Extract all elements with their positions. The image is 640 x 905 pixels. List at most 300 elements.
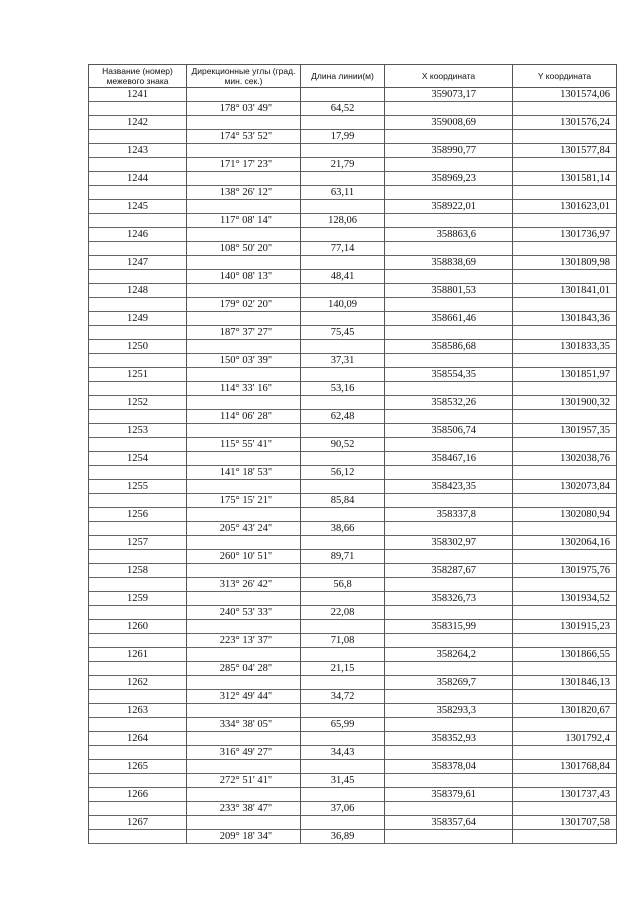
table-row-line (89, 354, 617, 368)
y-coordinate-cell: 1302064,16 (513, 536, 617, 550)
empty-cell (301, 228, 385, 242)
table-row-line (89, 634, 617, 648)
empty-cell (301, 480, 385, 494)
y-coordinate-cell: 1302038,76 (513, 452, 617, 466)
empty-cell (301, 200, 385, 214)
direction-angle-cell: 285° 04' 28" (187, 662, 301, 676)
y-coordinate-cell: 1301574,06 (513, 88, 617, 102)
empty-cell (513, 718, 617, 732)
direction-angle-cell: 205° 43' 24" (187, 522, 301, 536)
empty-cell (187, 396, 301, 410)
x-coordinate-cell: 358378,04 (385, 760, 513, 774)
table-row-line (89, 494, 617, 508)
table-row-point (89, 200, 617, 214)
x-coordinate-cell: 358586,68 (385, 340, 513, 354)
table-row-line (89, 186, 617, 200)
empty-cell (89, 494, 187, 508)
x-coordinate-cell: 358357,64 (385, 816, 513, 830)
empty-cell (513, 662, 617, 676)
empty-cell (89, 746, 187, 760)
empty-cell (385, 158, 513, 172)
table-row-point (89, 704, 617, 718)
table-row-line (89, 522, 617, 536)
point-name-cell: 1241 (89, 88, 187, 102)
y-coordinate-cell: 1301792,4 (513, 732, 617, 746)
empty-cell (385, 130, 513, 144)
empty-cell (301, 424, 385, 438)
line-length-cell: 65,99 (301, 718, 385, 732)
line-length-cell: 75,45 (301, 326, 385, 340)
table-row-point (89, 144, 617, 158)
empty-cell (385, 214, 513, 228)
empty-cell (89, 522, 187, 536)
line-length-cell: 85,84 (301, 494, 385, 508)
empty-cell (385, 830, 513, 844)
x-coordinate-cell: 358532,26 (385, 396, 513, 410)
table-row-point (89, 592, 617, 606)
y-coordinate-cell: 1301737,43 (513, 788, 617, 802)
point-name-cell: 1243 (89, 144, 187, 158)
point-name-cell: 1242 (89, 116, 187, 130)
table-row-line (89, 662, 617, 676)
empty-cell (513, 746, 617, 760)
empty-cell (301, 508, 385, 522)
empty-cell (187, 676, 301, 690)
table-row-line (89, 438, 617, 452)
empty-cell (187, 732, 301, 746)
empty-cell (301, 396, 385, 410)
empty-cell (513, 270, 617, 284)
empty-cell (385, 298, 513, 312)
empty-cell (513, 298, 617, 312)
point-name-cell: 1258 (89, 564, 187, 578)
empty-cell (513, 130, 617, 144)
empty-cell (89, 102, 187, 116)
empty-cell (301, 284, 385, 298)
empty-cell (89, 270, 187, 284)
x-coordinate-cell: 358990,77 (385, 144, 513, 158)
direction-angle-cell: 114° 33' 16" (187, 382, 301, 396)
empty-cell (385, 466, 513, 480)
empty-cell (301, 452, 385, 466)
direction-angle-cell: 334° 38' 05" (187, 718, 301, 732)
direction-angle-cell: 240° 53' 33" (187, 606, 301, 620)
empty-cell (89, 802, 187, 816)
empty-cell (385, 410, 513, 424)
table-row-point (89, 312, 617, 326)
table-row-point (89, 452, 617, 466)
x-coordinate-cell: 358287,67 (385, 564, 513, 578)
y-coordinate-cell: 1301768,84 (513, 760, 617, 774)
empty-cell (385, 438, 513, 452)
empty-cell (301, 256, 385, 270)
empty-cell (513, 326, 617, 340)
point-name-cell: 1261 (89, 648, 187, 662)
empty-cell (513, 830, 617, 844)
point-name-cell: 1246 (89, 228, 187, 242)
direction-angle-cell: 115° 55' 41" (187, 438, 301, 452)
empty-cell (89, 578, 187, 592)
direction-angle-cell: 187° 37' 27" (187, 326, 301, 340)
empty-cell (187, 452, 301, 466)
empty-cell (187, 340, 301, 354)
empty-cell (187, 228, 301, 242)
line-length-cell: 64,52 (301, 102, 385, 116)
y-coordinate-cell: 1301833,35 (513, 340, 617, 354)
line-length-cell: 90,52 (301, 438, 385, 452)
direction-angle-cell: 140° 08' 13" (187, 270, 301, 284)
direction-angle-cell: 233° 38' 47" (187, 802, 301, 816)
empty-cell (89, 830, 187, 844)
table-row-point (89, 760, 617, 774)
empty-cell (513, 606, 617, 620)
point-name-cell: 1253 (89, 424, 187, 438)
empty-cell (187, 564, 301, 578)
line-length-cell: 89,71 (301, 550, 385, 564)
direction-angle-cell: 312° 49' 44" (187, 690, 301, 704)
empty-cell (513, 466, 617, 480)
header-row (89, 65, 617, 88)
x-coordinate-cell: 358302,97 (385, 536, 513, 550)
empty-cell (301, 116, 385, 130)
line-length-cell: 56,12 (301, 466, 385, 480)
empty-cell (301, 340, 385, 354)
line-length-cell: 34,72 (301, 690, 385, 704)
x-coordinate-cell: 358326,73 (385, 592, 513, 606)
y-coordinate-cell: 1302073,84 (513, 480, 617, 494)
empty-cell (89, 718, 187, 732)
table-row-point (89, 480, 617, 494)
point-name-cell: 1244 (89, 172, 187, 186)
point-name-cell: 1262 (89, 676, 187, 690)
point-name-cell: 1245 (89, 200, 187, 214)
empty-cell (385, 522, 513, 536)
x-coordinate-cell: 358269,7 (385, 676, 513, 690)
empty-cell (89, 662, 187, 676)
line-length-cell: 53,16 (301, 382, 385, 396)
empty-cell (385, 718, 513, 732)
x-coordinate-cell: 358554,35 (385, 368, 513, 382)
empty-cell (513, 550, 617, 564)
table-body (89, 88, 617, 844)
table-row-line (89, 746, 617, 760)
empty-cell (301, 816, 385, 830)
line-length-cell: 48,41 (301, 270, 385, 284)
table-row-point (89, 116, 617, 130)
empty-cell (513, 354, 617, 368)
empty-cell (89, 466, 187, 480)
line-length-cell: 37,31 (301, 354, 385, 368)
empty-cell (513, 410, 617, 424)
empty-cell (187, 480, 301, 494)
direction-angle-cell: 174° 53' 52" (187, 130, 301, 144)
empty-cell (89, 410, 187, 424)
y-coordinate-cell: 1302080,94 (513, 508, 617, 522)
x-coordinate-cell: 358423,35 (385, 480, 513, 494)
table-row-point (89, 368, 617, 382)
empty-cell (187, 508, 301, 522)
table-row-point (89, 396, 617, 410)
empty-cell (513, 802, 617, 816)
empty-cell (385, 354, 513, 368)
header-length: Длина линии(м) (301, 65, 385, 88)
direction-angle-cell: 175° 15' 21" (187, 494, 301, 508)
empty-cell (89, 690, 187, 704)
direction-angle-cell: 313° 26' 42" (187, 578, 301, 592)
x-coordinate-cell: 358801,53 (385, 284, 513, 298)
table-row-point (89, 228, 617, 242)
empty-cell (89, 382, 187, 396)
line-length-cell: 71,08 (301, 634, 385, 648)
table-row-line (89, 718, 617, 732)
direction-angle-cell: 150° 03' 39" (187, 354, 301, 368)
empty-cell (187, 620, 301, 634)
empty-cell (385, 186, 513, 200)
empty-cell (385, 634, 513, 648)
table-row-line (89, 102, 617, 116)
empty-cell (301, 368, 385, 382)
empty-cell (89, 186, 187, 200)
y-coordinate-cell: 1301975,76 (513, 564, 617, 578)
empty-cell (187, 172, 301, 186)
y-coordinate-cell: 1301809,98 (513, 256, 617, 270)
header-angle: Дирекционные углы (град. мин. сек.) (187, 65, 301, 88)
y-coordinate-cell: 1301581,14 (513, 172, 617, 186)
line-length-cell: 140,09 (301, 298, 385, 312)
empty-cell (301, 564, 385, 578)
empty-cell (301, 592, 385, 606)
point-name-cell: 1263 (89, 704, 187, 718)
empty-cell (385, 690, 513, 704)
empty-cell (89, 242, 187, 256)
point-name-cell: 1247 (89, 256, 187, 270)
empty-cell (187, 536, 301, 550)
y-coordinate-cell: 1301707,58 (513, 816, 617, 830)
empty-cell (385, 270, 513, 284)
table-row-point (89, 88, 617, 102)
y-coordinate-cell: 1301846,13 (513, 676, 617, 690)
table-row-line (89, 802, 617, 816)
table-row-line (89, 690, 617, 704)
table-row-line (89, 130, 617, 144)
x-coordinate-cell: 358863,6 (385, 228, 513, 242)
table-row-line (89, 326, 617, 340)
direction-angle-cell: 178° 03' 49" (187, 102, 301, 116)
line-length-cell: 38,66 (301, 522, 385, 536)
direction-angle-cell: 171° 17' 23" (187, 158, 301, 172)
empty-cell (301, 620, 385, 634)
x-coordinate-cell: 358922,01 (385, 200, 513, 214)
table-row-point (89, 424, 617, 438)
empty-cell (513, 242, 617, 256)
line-length-cell: 22,08 (301, 606, 385, 620)
point-name-cell: 1267 (89, 816, 187, 830)
table-row-point (89, 172, 617, 186)
empty-cell (187, 144, 301, 158)
empty-cell (385, 578, 513, 592)
direction-angle-cell: 260° 10' 51" (187, 550, 301, 564)
x-coordinate-cell: 359008,69 (385, 116, 513, 130)
line-length-cell: 62,48 (301, 410, 385, 424)
direction-angle-cell: 138° 26' 12" (187, 186, 301, 200)
line-length-cell: 128,06 (301, 214, 385, 228)
line-length-cell: 56,8 (301, 578, 385, 592)
table-row-point (89, 676, 617, 690)
coordinates-sheet (88, 64, 616, 844)
empty-cell (513, 214, 617, 228)
line-length-cell: 63,11 (301, 186, 385, 200)
header-y: Y координата (513, 65, 617, 88)
point-name-cell: 1256 (89, 508, 187, 522)
empty-cell (513, 634, 617, 648)
table-row-line (89, 774, 617, 788)
empty-cell (187, 648, 301, 662)
header-x: X координата (385, 65, 513, 88)
point-name-cell: 1251 (89, 368, 187, 382)
empty-cell (385, 802, 513, 816)
empty-cell (385, 382, 513, 396)
table-row-line (89, 578, 617, 592)
y-coordinate-cell: 1301900,32 (513, 396, 617, 410)
line-length-cell: 31,45 (301, 774, 385, 788)
table-row-line (89, 214, 617, 228)
x-coordinate-cell: 358379,61 (385, 788, 513, 802)
point-name-cell: 1265 (89, 760, 187, 774)
table-row-point (89, 732, 617, 746)
empty-cell (385, 550, 513, 564)
empty-cell (385, 326, 513, 340)
direction-angle-cell: 141° 18' 53" (187, 466, 301, 480)
empty-cell (89, 774, 187, 788)
direction-angle-cell: 114° 06' 28" (187, 410, 301, 424)
table-row-line (89, 298, 617, 312)
empty-cell (301, 732, 385, 746)
empty-cell (385, 494, 513, 508)
empty-cell (301, 172, 385, 186)
table-row-line (89, 550, 617, 564)
point-name-cell: 1252 (89, 396, 187, 410)
y-coordinate-cell: 1301736,97 (513, 228, 617, 242)
table-row-point (89, 564, 617, 578)
empty-cell (187, 760, 301, 774)
empty-cell (385, 102, 513, 116)
x-coordinate-cell: 358337,8 (385, 508, 513, 522)
empty-cell (385, 746, 513, 760)
empty-cell (513, 522, 617, 536)
empty-cell (187, 116, 301, 130)
point-name-cell: 1259 (89, 592, 187, 606)
y-coordinate-cell: 1301851,97 (513, 368, 617, 382)
empty-cell (89, 634, 187, 648)
table-row-point (89, 648, 617, 662)
direction-angle-cell: 223° 13' 37" (187, 634, 301, 648)
empty-cell (89, 550, 187, 564)
y-coordinate-cell: 1301820,67 (513, 704, 617, 718)
empty-cell (89, 326, 187, 340)
direction-angle-cell: 272° 51' 41" (187, 774, 301, 788)
x-coordinate-cell: 358293,3 (385, 704, 513, 718)
empty-cell (187, 312, 301, 326)
point-name-cell: 1260 (89, 620, 187, 634)
table-row-line (89, 410, 617, 424)
y-coordinate-cell: 1301841,01 (513, 284, 617, 298)
table-row-point (89, 508, 617, 522)
table-row-line (89, 466, 617, 480)
empty-cell (385, 606, 513, 620)
empty-cell (187, 704, 301, 718)
empty-cell (301, 536, 385, 550)
table-row-point (89, 284, 617, 298)
empty-cell (513, 186, 617, 200)
coordinates-table (88, 64, 617, 844)
direction-angle-cell: 316° 49' 27" (187, 746, 301, 760)
empty-cell (513, 774, 617, 788)
y-coordinate-cell: 1301915,23 (513, 620, 617, 634)
x-coordinate-cell: 358969,23 (385, 172, 513, 186)
empty-cell (301, 648, 385, 662)
empty-cell (301, 312, 385, 326)
empty-cell (513, 102, 617, 116)
empty-cell (89, 214, 187, 228)
empty-cell (89, 606, 187, 620)
empty-cell (187, 816, 301, 830)
table-row-point (89, 620, 617, 634)
empty-cell (301, 704, 385, 718)
line-length-cell: 21,79 (301, 158, 385, 172)
point-name-cell: 1257 (89, 536, 187, 550)
y-coordinate-cell: 1301577,84 (513, 144, 617, 158)
empty-cell (513, 578, 617, 592)
table-row-line (89, 830, 617, 844)
empty-cell (187, 200, 301, 214)
line-length-cell: 21,15 (301, 662, 385, 676)
empty-cell (513, 382, 617, 396)
point-name-cell: 1266 (89, 788, 187, 802)
empty-cell (301, 760, 385, 774)
empty-cell (187, 592, 301, 606)
y-coordinate-cell: 1301623,01 (513, 200, 617, 214)
point-name-cell: 1255 (89, 480, 187, 494)
x-coordinate-cell: 358467,16 (385, 452, 513, 466)
empty-cell (513, 158, 617, 172)
empty-cell (385, 774, 513, 788)
x-coordinate-cell: 358352,93 (385, 732, 513, 746)
direction-angle-cell: 179° 02' 20" (187, 298, 301, 312)
point-name-cell: 1254 (89, 452, 187, 466)
y-coordinate-cell: 1301576,24 (513, 116, 617, 130)
line-length-cell: 37,06 (301, 802, 385, 816)
line-length-cell: 34,43 (301, 746, 385, 760)
point-name-cell: 1248 (89, 284, 187, 298)
empty-cell (89, 354, 187, 368)
x-coordinate-cell: 359073,17 (385, 88, 513, 102)
direction-angle-cell: 209° 18' 34" (187, 830, 301, 844)
x-coordinate-cell: 358838,69 (385, 256, 513, 270)
y-coordinate-cell: 1301843,36 (513, 312, 617, 326)
x-coordinate-cell: 358315,99 (385, 620, 513, 634)
line-length-cell: 17,99 (301, 130, 385, 144)
empty-cell (385, 242, 513, 256)
empty-cell (301, 144, 385, 158)
empty-cell (513, 494, 617, 508)
empty-cell (513, 438, 617, 452)
empty-cell (187, 284, 301, 298)
x-coordinate-cell: 358506,74 (385, 424, 513, 438)
empty-cell (89, 130, 187, 144)
direction-angle-cell: 117° 08' 14" (187, 214, 301, 228)
y-coordinate-cell: 1301957,35 (513, 424, 617, 438)
empty-cell (187, 788, 301, 802)
